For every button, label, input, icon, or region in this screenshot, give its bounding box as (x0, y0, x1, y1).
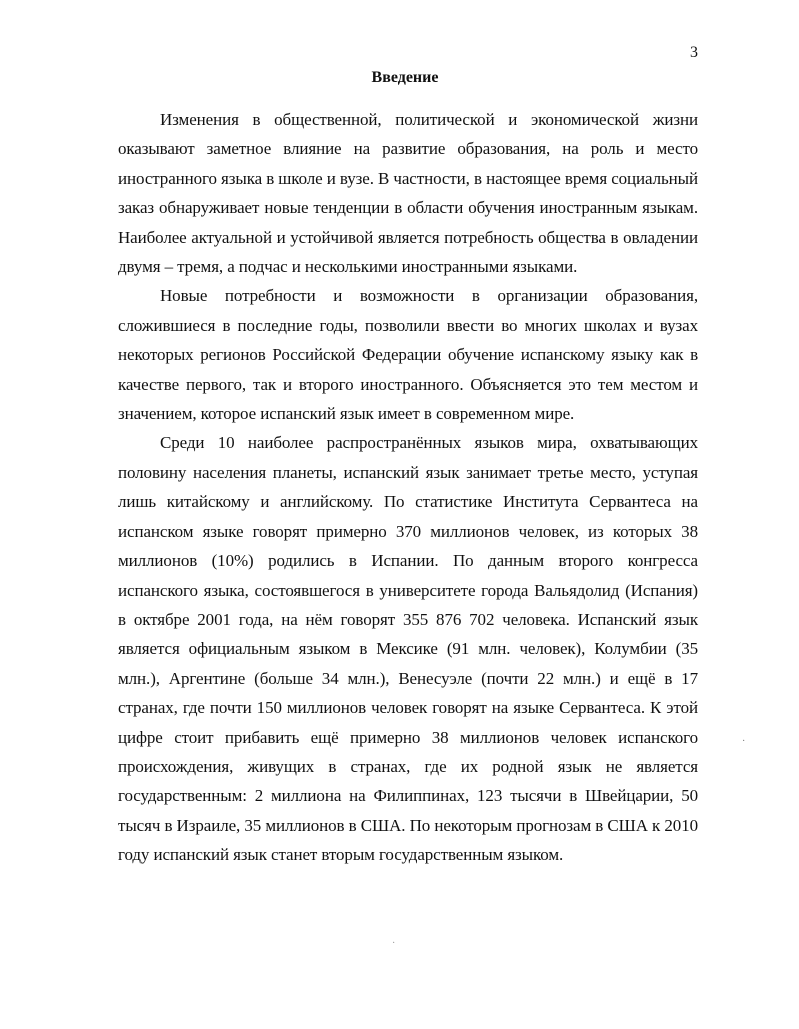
paragraph-2: Новые потребности и возможности в организации образования, сложившиеся в последние годы, позволили ввести во многих школах и вузах некоторых регионов Российской Федерации обучение испанскому языку как в качестве первого, так и второго иностранного. Объясняется это тем местом и значением, которое испанский язык имеет в современном мире. (118, 286, 698, 424)
page-number: 3 (690, 44, 698, 61)
paragraph-3: Среди 10 наиболее распространённых языков мира, охватывающих половину населения планеты, испанский язык занимает третье место, уступая лишь китайскому и английскому. По статистике Института Сервантеса на испанском языке говорят примерно 370 миллионов человек, из которых 38 миллионов (10%) родились в Испании. По данным второго конгресса испанского языка, состоявшегося в университете города Вальядолид (Испания) в октябре 2001 года, на нём говорят 355 876 702 человека. Испанский язык является официальным языком в Мексике (91 млн. человек), Колумбии (35 млн.), Аргентине (больше 34 млн.), Венесуэле (почти 22 млн.) и ещё в 17 странах, где почти 150 миллионов человек говорят на языке Сервантеса. К этой цифре стоит прибавить ещё примерно 38 миллионов человек испанского происхождения, живущих в странах, где их родной язык не является государственным: 2 миллиона на Филиппинах, 123 тысячи в Швейцарии, 50 тысяч в Израиле, 35 миллионов в США. По некоторым прогнозам в США к 2010 году испанский язык станет вторым государственным языком. (118, 433, 698, 865)
scan-speck: · (392, 938, 396, 949)
body-text (118, 105, 698, 870)
scan-speck: · (742, 736, 746, 747)
paragraph-1: Изменения в общественной, политической и экономической жизни оказывают заметное влияние на развитие образования, на роль и место иностранного языка в школе и вузе. В частности, в настоящее время социальный заказ обнаруживает новые тенденции в области обучения иностранным языкам. Наиболее актуальной и устойчивой является потребность общества в овладении двумя – тремя, а подчас и несколькими иностранными языками. (118, 110, 698, 277)
page-title: Введение (371, 69, 439, 86)
